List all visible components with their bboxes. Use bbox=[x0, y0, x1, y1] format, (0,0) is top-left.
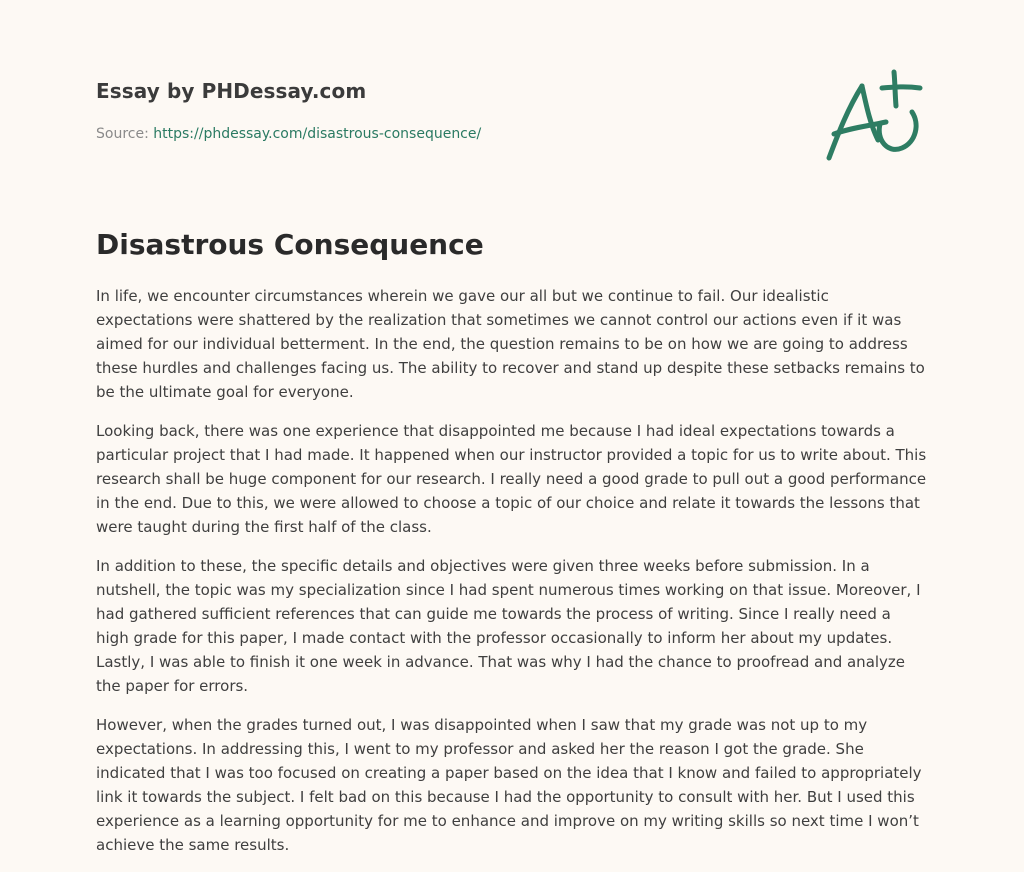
essay-paragraph: In addition to these, the specific details and objectives were given three weeks before submission. In a nutshell, the topic was my specialization since I had spent numerous times working on that issue. Moreover, I had gathered sufficient references that can guide me towards the process of writing. Since I really need a high grade for this paper, I made contact with the professor occasionally to inform her about my updates. Lastly, I was able to finish it one week in advance. That was why I had the chance to proofread and analyze the paper for errors. bbox=[96, 557, 921, 695]
essay-paragraph: In life, we encounter circumstances wherein we gave our all but we continue to fail. Our idealistic expectations were shattered by the realization that sometimes we cannot control our actions even if it was aimed for our individual betterment. In the end, the question remains to be on how we are going to address these hurdles and challenges facing us. The ability to recover and stand up despite these setbacks remains to be the ultimate goal for everyone. bbox=[96, 287, 925, 401]
essay-paragraph: Looking back, there was one experience that disappointed me because I had ideal expectations towards a particular project that I had made. It happened when our instructor provided a topic for us to write about. This research shall be huge component for our research. I really need a good grade to pull out a good performance in the end. Due to this, we were allowed to choose a topic of our choice and relate it towards the lessons that were taught during the first half of the class. bbox=[96, 422, 927, 536]
site-title: Essay by PHDessay.com bbox=[96, 79, 367, 103]
a-plus-logo-icon bbox=[822, 68, 928, 166]
essay-body bbox=[96, 284, 928, 872]
source-label: Source: bbox=[96, 126, 154, 142]
essay-title: Disastrous Consequence bbox=[96, 228, 484, 261]
source-link[interactable]: https://phdessay.com/disastrous-consequence/ bbox=[153, 126, 482, 142]
source-line bbox=[96, 124, 481, 144]
essay-paragraph: However, when the grades turned out, I was disappointed when I saw that my grade was not up to my expectations. In addressing this, I went to my professor and asked her the reason I got the grade. She indicated that I was too focused on creating a paper based on the idea that I know and failed to appropriately link it towards the subject. I felt bad on this because I had the opportunity to consult with her. But I used this experience as a learning opportunity for me to enhance and improve on my writing skills so next time I won’t achieve the same results. bbox=[96, 716, 922, 854]
